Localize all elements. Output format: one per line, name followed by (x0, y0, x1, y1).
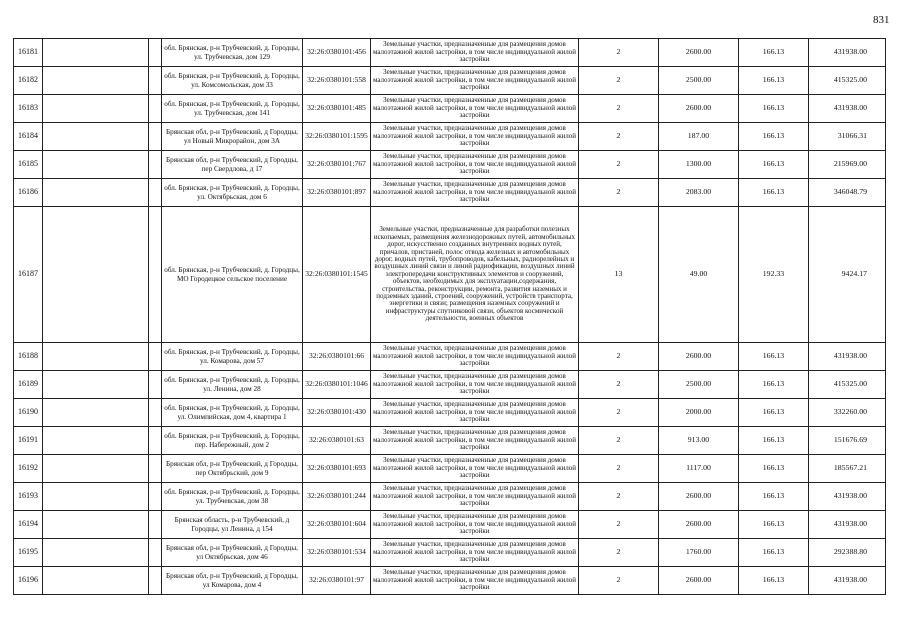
row-number-cell: 16190 (14, 399, 43, 427)
blank-cell (43, 399, 149, 427)
rate-cell: 166.13 (739, 427, 809, 455)
rate-cell: 166.13 (739, 67, 809, 95)
address-cell: обл. Брянская, р-н Трубчевский, д. Городцы, ул. Трубчевская, дом 129 (162, 39, 303, 67)
blank-cell (43, 539, 149, 567)
blank-cell (149, 123, 162, 151)
cadastral-number-cell: 32:26:0380101:485 (303, 95, 371, 123)
group-cell: 2 (579, 539, 659, 567)
group-cell: 2 (579, 399, 659, 427)
table-row (14, 399, 886, 427)
table-row (14, 343, 886, 371)
group-cell: 13 (579, 207, 659, 343)
blank-cell (43, 123, 149, 151)
table-row (14, 179, 886, 207)
row-number-cell: 16196 (14, 567, 43, 595)
blank-cell (43, 207, 149, 343)
rate-cell: 192.33 (739, 207, 809, 343)
address-cell: Брянская обл, р-н Трубчевский, д Городцы, ул Комарова, дом 4 (162, 567, 303, 595)
group-cell: 2 (579, 151, 659, 179)
cadastral-number-cell: 32:26:0380101:558 (303, 67, 371, 95)
row-number-cell: 16191 (14, 427, 43, 455)
row-number-cell: 16192 (14, 455, 43, 483)
address-cell: Брянская обл, р-н Трубчевский, д Городцы, ул Октябрьская, дом 46 (162, 539, 303, 567)
table-row (14, 483, 886, 511)
row-number-cell: 16182 (14, 67, 43, 95)
blank-cell (43, 67, 149, 95)
area-cell: 1117.00 (659, 455, 739, 483)
row-number-cell: 16183 (14, 95, 43, 123)
blank-cell (149, 399, 162, 427)
address-cell: Брянская обл, р-н Трубчевский, д Городцы, пер Свердлова, д 17 (162, 151, 303, 179)
group-cell: 2 (579, 67, 659, 95)
cadastral-number-cell: 32:26:0380101:66 (303, 343, 371, 371)
rate-cell: 166.13 (739, 371, 809, 399)
area-cell: 2600.00 (659, 95, 739, 123)
cadastral-value-cell: 185567.21 (809, 455, 886, 483)
area-cell: 2500.00 (659, 67, 739, 95)
rate-cell: 166.13 (739, 455, 809, 483)
area-cell: 2600.00 (659, 39, 739, 67)
rate-cell: 166.13 (739, 179, 809, 207)
row-number-cell: 16188 (14, 343, 43, 371)
table-row (14, 95, 886, 123)
group-cell: 2 (579, 39, 659, 67)
land-use-cell: Земельные участки, предназначенные для размещения домов малоэтажной жилой застройки, в том числе индивидуальной жилой застройки (371, 427, 579, 455)
address-cell: обл. Брянская, р-н Трубчевский, д. Городцы, ул. Октябрьская, дом 6 (162, 179, 303, 207)
address-cell: Брянская обл, р-н Трубчевский, д Городцы, ул Новый Микрорайон, дом 3А (162, 123, 303, 151)
blank-cell (149, 67, 162, 95)
land-use-cell: Земельные участки, предназначенные для размещения домов малоэтажной жилой застройки, в том числе индивидуальной жилой застройки (371, 511, 579, 539)
rate-cell: 166.13 (739, 343, 809, 371)
area-cell: 2000.00 (659, 399, 739, 427)
cadastral-value-cell: 415325.00 (809, 67, 886, 95)
group-cell: 2 (579, 343, 659, 371)
land-use-cell: Земельные участки, предназначенные для разработки полезных ископаемых, размещения железнодорожных путей, автомобильных дорог, искусственно созданных внутренних водных путей, причалов, пристаней, полос отвода железных и автомобильных дорог, водных путей, трубопроводов, кабельных, радиорелейных и воздушных линий связи и линий радиофикации, воздушных линий электропередачи конструктивных элементов и сооружений, объектов, необходимых для эксплуатации,содержания, строительства, реконструкции, ремонта, развития наземных и подземных зданий, строений, сооружений, устройств транспорта, энергетики и связи; размещения наземных сооружений и инфраструктуры спутниковой связи, объектов космической деятельности, военных объектов (371, 207, 579, 343)
land-use-cell: Земельные участки, предназначенные для размещения домов малоэтажной жилой застройки, в том числе индивидуальной жилой застройки (371, 371, 579, 399)
blank-cell (149, 151, 162, 179)
group-cell: 2 (579, 123, 659, 151)
cadastral-value-cell: 431938.00 (809, 567, 886, 595)
land-use-cell: Земельные участки, предназначенные для размещения домов малоэтажной жилой застройки, в том числе индивидуальной жилой застройки (371, 539, 579, 567)
area-cell: 2500.00 (659, 371, 739, 399)
address-cell: обл. Брянская, р-н Трубчевский, д. Городцы, ул. Трубчевская, дом 141 (162, 95, 303, 123)
table-row (14, 427, 886, 455)
row-number-cell: 16186 (14, 179, 43, 207)
group-cell: 2 (579, 371, 659, 399)
address-cell: Брянская область, р-н Трубчевский, д Городцы, ул Ленина, д 154 (162, 511, 303, 539)
rate-cell: 166.13 (739, 483, 809, 511)
area-cell: 913.00 (659, 427, 739, 455)
area-cell: 1300.00 (659, 151, 739, 179)
blank-cell (43, 427, 149, 455)
cadastral-number-cell: 32:26:0380101:1046 (303, 371, 371, 399)
table-row (14, 371, 886, 399)
rate-cell: 166.13 (739, 123, 809, 151)
cadastral-number-cell: 32:26:0380101:1545 (303, 207, 371, 343)
land-use-cell: Земельные участки, предназначенные для размещения домов малоэтажной жилой застройки, в том числе индивидуальной жилой застройки (371, 483, 579, 511)
land-use-cell: Земельные участки, предназначенные для размещения домов малоэтажной жилой застройки, в том числе индивидуальной жилой застройки (371, 123, 579, 151)
cadastral-value-cell: 151676.69 (809, 427, 886, 455)
land-use-cell: Земельные участки, предназначенные для размещения домов малоэтажной жилой застройки, в том числе индивидуальной жилой застройки (371, 95, 579, 123)
land-use-cell: Земельные участки, предназначенные для размещения домов малоэтажной жилой застройки, в том числе индивидуальной жилой застройки (371, 455, 579, 483)
cadastral-value-cell: 431938.00 (809, 343, 886, 371)
blank-cell (43, 567, 149, 595)
row-number-cell: 16181 (14, 39, 43, 67)
cadastral-value-cell: 31066.31 (809, 123, 886, 151)
row-number-cell: 16189 (14, 371, 43, 399)
cadastral-value-cell: 431938.00 (809, 483, 886, 511)
page-number: 831 (873, 14, 890, 26)
table-row (14, 455, 886, 483)
cadastral-value-cell: 415325.00 (809, 371, 886, 399)
blank-cell (149, 95, 162, 123)
blank-cell (43, 343, 149, 371)
area-cell: 2083.00 (659, 179, 739, 207)
group-cell: 2 (579, 511, 659, 539)
cadastral-value-cell: 215969.00 (809, 151, 886, 179)
cadastral-value-cell: 431938.00 (809, 39, 886, 67)
area-cell: 2600.00 (659, 567, 739, 595)
area-cell: 1760.00 (659, 539, 739, 567)
address-cell: обл. Брянская, р-н Трубчевский, д. Городцы, ул. Комарова, дом 57 (162, 343, 303, 371)
address-cell: Брянская обл, р-н Трубчевский, д Городцы, пер Октябрьский, дом 9 (162, 455, 303, 483)
blank-cell (149, 567, 162, 595)
row-number-cell: 16195 (14, 539, 43, 567)
group-cell: 2 (579, 567, 659, 595)
address-cell: обл. Брянская, р-н Трубчевский, д. Городцы, ул. Трубчевская, дом 38 (162, 483, 303, 511)
group-cell: 2 (579, 95, 659, 123)
blank-cell (43, 455, 149, 483)
row-number-cell: 16193 (14, 483, 43, 511)
blank-cell (149, 371, 162, 399)
table-row (14, 123, 886, 151)
area-cell: 2600.00 (659, 511, 739, 539)
blank-cell (149, 455, 162, 483)
table-row (14, 207, 886, 343)
cadastral-number-cell: 32:26:0380101:1595 (303, 123, 371, 151)
registry-table (13, 38, 886, 595)
cadastral-number-cell: 32:26:0380101:63 (303, 427, 371, 455)
land-use-cell: Земельные участки, предназначенные для размещения домов малоэтажной жилой застройки, в том числе индивидуальной жилой застройки (371, 39, 579, 67)
table-row (14, 151, 886, 179)
cadastral-number-cell: 32:26:0380101:430 (303, 399, 371, 427)
area-cell: 49.00 (659, 207, 739, 343)
address-cell: обл. Брянская, р-н Трубчевский, д. Городцы, ул. Комсомольская, дом 33 (162, 67, 303, 95)
land-use-cell: Земельные участки, предназначенные для размещения домов малоэтажной жилой застройки, в том числе индивидуальной жилой застройки (371, 151, 579, 179)
blank-cell (149, 39, 162, 67)
row-number-cell: 16194 (14, 511, 43, 539)
table-row (14, 511, 886, 539)
cadastral-number-cell: 32:26:0380101:767 (303, 151, 371, 179)
cadastral-value-cell: 346048.79 (809, 179, 886, 207)
cadastral-number-cell: 32:26:0380101:97 (303, 567, 371, 595)
blank-cell (43, 151, 149, 179)
blank-cell (149, 427, 162, 455)
group-cell: 2 (579, 179, 659, 207)
table-body (14, 39, 886, 595)
rate-cell: 166.13 (739, 151, 809, 179)
area-cell: 187.00 (659, 123, 739, 151)
group-cell: 2 (579, 455, 659, 483)
land-use-cell: Земельные участки, предназначенные для размещения домов малоэтажной жилой застройки, в том числе индивидуальной жилой застройки (371, 67, 579, 95)
table-row (14, 39, 886, 67)
area-cell: 2600.00 (659, 343, 739, 371)
blank-cell (43, 483, 149, 511)
cadastral-value-cell: 292388.80 (809, 539, 886, 567)
blank-cell (43, 95, 149, 123)
rate-cell: 166.13 (739, 95, 809, 123)
area-cell: 2600.00 (659, 483, 739, 511)
cadastral-number-cell: 32:26:0380101:244 (303, 483, 371, 511)
address-cell: обл. Брянская, р-н Трубчевский, д. Городцы, пер. Набережный, дом 2 (162, 427, 303, 455)
cadastral-number-cell: 32:26:0380101:604 (303, 511, 371, 539)
land-use-cell: Земельные участки, предназначенные для размещения домов малоэтажной жилой застройки, в том числе индивидуальной жилой застройки (371, 343, 579, 371)
blank-cell (43, 511, 149, 539)
land-use-cell: Земельные участки, предназначенные для размещения домов малоэтажной жилой застройки, в том числе индивидуальной жилой застройки (371, 399, 579, 427)
address-cell: обл. Брянская, р-н Трубчевский, д. Городцы, ул. Ленина, дом 28 (162, 371, 303, 399)
rate-cell: 166.13 (739, 567, 809, 595)
blank-cell (149, 179, 162, 207)
blank-cell (149, 511, 162, 539)
blank-cell (43, 179, 149, 207)
land-use-cell: Земельные участки, предназначенные для размещения домов малоэтажной жилой застройки, в том числе индивидуальной жилой застройки (371, 567, 579, 595)
rate-cell: 166.13 (739, 399, 809, 427)
cadastral-value-cell: 431938.00 (809, 511, 886, 539)
blank-cell (149, 539, 162, 567)
address-cell: обл. Брянская, р-н Трубчевский, д. Городцы, МО Городецкое сельское поселение (162, 207, 303, 343)
blank-cell (149, 483, 162, 511)
cadastral-value-cell: 332260.00 (809, 399, 886, 427)
cadastral-number-cell: 32:26:0380101:897 (303, 179, 371, 207)
table-row (14, 567, 886, 595)
rate-cell: 166.13 (739, 511, 809, 539)
table-row (14, 539, 886, 567)
blank-cell (149, 343, 162, 371)
row-number-cell: 16184 (14, 123, 43, 151)
cadastral-number-cell: 32:26:0380101:693 (303, 455, 371, 483)
blank-cell (43, 371, 149, 399)
cadastral-number-cell: 32:26:0380101:456 (303, 39, 371, 67)
cadastral-value-cell: 9424.17 (809, 207, 886, 343)
rate-cell: 166.13 (739, 539, 809, 567)
row-number-cell: 16187 (14, 207, 43, 343)
row-number-cell: 16185 (14, 151, 43, 179)
rate-cell: 166.13 (739, 39, 809, 67)
blank-cell (149, 207, 162, 343)
table-row (14, 67, 886, 95)
blank-cell (43, 39, 149, 67)
cadastral-number-cell: 32:26:0380101:534 (303, 539, 371, 567)
cadastral-value-cell: 431938.00 (809, 95, 886, 123)
group-cell: 2 (579, 427, 659, 455)
land-use-cell: Земельные участки, предназначенные для размещения домов малоэтажной жилой застройки, в том числе индивидуальной жилой застройки (371, 179, 579, 207)
group-cell: 2 (579, 483, 659, 511)
address-cell: обл. Брянская, р-н Трубчевский, д. Городцы, ул. Олимпийская, дом 4, квартира 1 (162, 399, 303, 427)
